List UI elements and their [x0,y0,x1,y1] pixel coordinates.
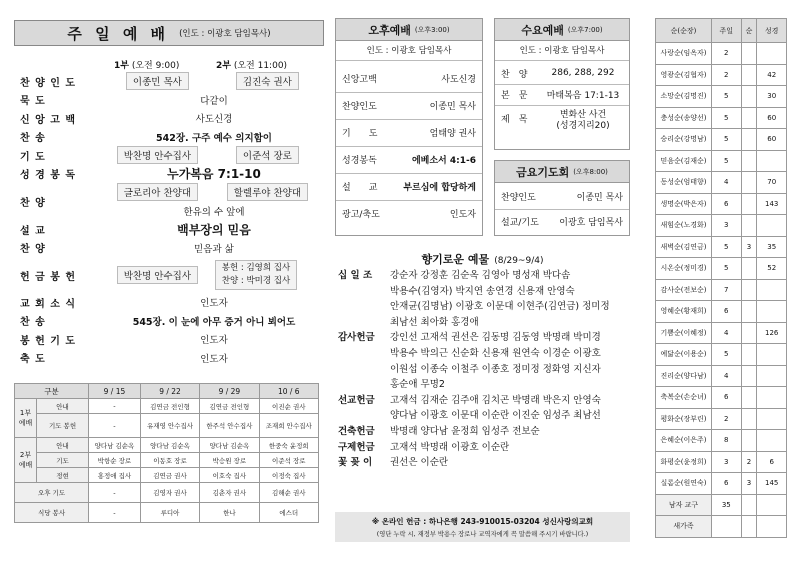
attendance-row: 영광순(김협자) 2 42 [656,64,787,86]
rotation-row: 정현 홍정애 집사 김연금 권사 이호숙 집사 이정숙 집사 [15,468,319,483]
wednesday-row: 본 문 마태복음 17:1-13 [495,84,629,105]
sunday-part2: 2부 (오전 11:00) [216,61,288,71]
attendance-men-row: 남자 교구 35 [656,494,787,516]
attendance-row: 감사순(전보순) 7 [656,279,787,301]
attendance-row: 사랑순(임옥자) 2 [656,43,787,65]
sunday-part1: 1부 (오전 9:00) [114,61,180,71]
order-row: 묵 도 다같이 [20,95,228,108]
attendance-row: 진리순(양다남) 4 [656,365,787,387]
afternoon-row: 성경봉독 에베소서 4:1-6 [336,146,482,173]
attendance-row: 은혜순(이은주) 8 [656,430,787,452]
wednesday-row: 찬 양 286, 288, 292 [495,63,629,84]
order-row: 한유의 수 앞에 [183,206,245,218]
offering-title: 향기로운 예물 [421,253,490,266]
order-row: 찬 양 인 도 이종민 목사 김진숙 권사 [14,72,324,91]
offering-header [335,248,630,267]
order-row: 봉 헌 기 도 인도자 [20,335,228,347]
order-row: 기 도 박찬명 안수집사 이준석 장로 [14,146,324,165]
attendance-row: 충성순(송양선) 5 60 [656,107,787,129]
afternoon-leader: 인도 : 이광호 담임목사 [336,41,482,61]
friday-time: (오후8:00) [573,167,608,176]
order-row: 성 경 봉 독 누가복음 7:1-10 [20,167,261,182]
attendance-row: 동성순(엄태향) 4 70 [656,172,787,194]
order-row: 찬 송 545장. 이 눈에 아무 증거 아니 뵈어도 [20,316,296,329]
offering-row: 건축헌금 박명래 양다남 윤정희 임성주 전보순 [338,425,540,437]
attendance-row: 평화순(장부린) 2 [656,408,787,430]
friday-title: 금요기도회 [516,165,570,179]
afternoon-title: 오후예배 [368,23,411,37]
rotation-row: 1부 예배 안내 - 김연금 전인형 김연금 전인형 이진순 권사 [15,399,319,414]
attendance-row: 예닮순(이용순) 5 [656,344,787,366]
afternoon-row: 신앙고백 사도신경 [336,65,482,92]
afternoon-row: 광고/축도 인도자 [342,210,476,221]
attendance-row: 화평순(윤정희) 3 2 6 [656,451,787,473]
afternoon-row: 기 도 엄태양 권사 [336,119,482,146]
attendance-row: 기쁨순(이혜정) 4 126 [656,322,787,344]
rotation-row: 2부 예배 안내 양다남 김순옥 양다남 김순옥 양다남 김순옥 한중숙 윤정희 [15,438,319,453]
offering-list [338,268,633,471]
sunday-title: 주 일 예 배 [67,24,170,43]
friday-row: 설교/기도 이광호 담임목사 [501,217,623,228]
offering-row: 구제헌금 고재석 박명래 이광호 이순란 [338,441,510,453]
rotation-row: 식당 봉사 - 루디아 한나 에스더 [15,503,319,523]
attendance-youth-row: 새가족 [656,516,787,538]
wednesday-row: 제 목 변화산 사건 (성경지리20) [501,109,610,131]
online-offering-notice: ※ 온라인 헌금 : 하나은행 243-910015-03204 성신사랑의교회 (영단 누락 시, 재정부 박용수 장로나 교역자에게 꼭 말씀해 주시기 바랍니다.) [335,512,630,542]
offering-period: (8/29~9/4) [494,256,544,266]
wednesday-box [494,18,630,150]
order-row: 축 도 인도자 [20,353,228,366]
wednesday-title: 수요예배 [521,23,564,37]
order-row: 신 앙 고 백 사도신경 [20,114,233,126]
order-row: 찬 양 믿음과 삶 [20,243,234,256]
attendance-row: 시온순(정미경) 5 52 [656,258,787,280]
afternoon-row: 찬양인도 이종민 목사 [336,92,482,119]
offering-row: 선교헌금 고재석 김재순 김주애 김치곤 박명래 박은지 안영숙 양다남 이광호 이문대 이순란 이진순 임성주 최남선 [338,394,601,422]
wednesday-time: (오후7:00) [567,25,603,34]
attendance-row: 축복순(손순녀) 6 [656,387,787,409]
sunday-leader: (인도 : 이광호 담임목사) [179,29,271,39]
friday-row: 찬양인도 이종민 목사 [495,185,629,209]
attendance-table: 순(순장) 주일 순 성경 사랑순(임옥자) 2 영광순(김협자) 2 42 소망순(김명진) 5 30 충성순(송양선) 5 60 승리순(강명남) 5 60 믿음순(김재순) 5 동성순(엄태향) 4 70 생명순(박은자) 6 143 새힘순(노경화) 3 새벽순(김연금) 5 3 35 시온순(정미경) 5 52 감사순(전보순) 7 영혜순(황재희) 6 기쁨순(이혜정) 4 126 예닮순(이용순) 5 진리순(양다남) 4 축복순(손순녀) 6 평화순(장부린) 2 은혜순(이은주) 8 화평순(윤정희) 3 2 6 실롬순(원연숙) 6 3 145 남자 교구 35 새가족 [655,18,787,538]
afternoon-row: 설 교 부르심에 합당하게 [336,173,482,200]
friday-box [494,160,630,236]
attendance-row: 승리순(강명남) 5 60 [656,129,787,151]
offering-row: 감사헌금 강인선 고재석 권선은 김동명 김동영 박명래 박미경 박용수 박의근 신순화 신용재 원연숙 이경순 이광호 이원섭 이종숙 이철주 이종호 정미정 정화영 지신자 홍순애 무명2 [338,332,601,391]
offering-row: 십 일 조 강순자 강정훈 김순옥 김영아 명성재 박다솜 박용수(김영자) 박지연 송연경 신용재 안영숙 안재균(김명남) 이광호 이문대 이현주(김연금) 정미정 최남선 최아화 홍경애 [338,270,610,328]
attendance-row: 소망순(김명진) 5 30 [656,86,787,108]
attendance-row: 실롬순(원연숙) 6 3 145 [656,473,787,495]
attendance-row: 생명순(박은자) 6 143 [656,193,787,215]
order-row: 찬 양 글로리아 찬양대 할렐루야 찬양대 [14,183,324,202]
rotation-table: 구분 9 / 15 9 / 22 9 / 29 10 / 6 1부 예배 안내 - 김연금 전인형 김연금 전인형 이진순 권사 기도 봉헌 - 유재영 안수집사 한주석 안수집사 조재희 안수집사 2부 예배 안내 양다남 김순옥 양다남 김순옥 양다남 김순옥 한중숙 윤정희 기도 박항순 장로 이동호 장로 박승원 장로 이준석 장로 정현 홍정애 집사 김연금 권사 이호숙 집사 이정숙 집사 오후 기도 - 김영자 권사 김춘자 권사 김해순 권사 식당 봉사 - 루디아 한나 에스더 [14,383,319,523]
afternoon-box [335,18,483,236]
afternoon-time: (오후3:00) [414,25,450,34]
order-row: 찬 송 542장. 구주 예수 의지함이 [20,132,272,145]
rotation-row: 오후 기도 - 김영자 권사 김춘자 권사 김해순 권사 [15,483,319,503]
wednesday-leader: 인도 : 이광호 담임목사 [495,41,629,61]
order-row: 교 회 소 식 인도자 [20,298,228,310]
rotation-row: 기도 봉헌 - 유재영 안수집사 한주석 안수집사 조재희 안수집사 [15,414,319,438]
order-row: 설 교 백부장의 믿음 [20,222,251,237]
attendance-row: 영혜순(황재희) 6 [656,301,787,323]
offering-row: 꽃 꽂 이 권선은 이순란 [338,457,449,469]
order-row: 헌 금 봉 헌 박찬명 안수집사 봉헌 : 김영희 집사 찬양 : 박미경 집사 [14,257,324,293]
sunday-header [14,20,324,46]
sunday-order [14,72,324,367]
attendance-row: 새힘순(노경화) 3 [656,215,787,237]
rotation-row: 기도 박항순 장로 이동호 장로 박승원 장로 이준석 장로 [15,453,319,468]
attendance-row: 믿음순(김재순) 5 [656,150,787,172]
attendance-row: 새벽순(김연금) 5 3 35 [656,236,787,258]
